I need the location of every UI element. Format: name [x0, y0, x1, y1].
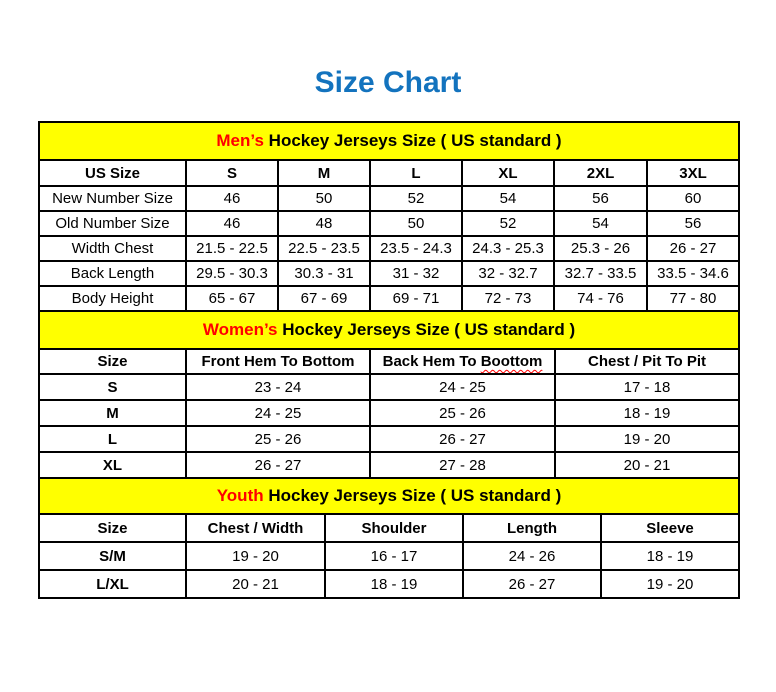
size-tables-container [38, 121, 738, 599]
column-header-us-size: US Size [39, 160, 186, 186]
size-value-cell: 23 - 24 [186, 374, 370, 400]
row-label-new-number-size: New Number Size [39, 186, 186, 211]
size-value-cell: 33.5 - 34.6 [647, 261, 739, 286]
size-value-cell: 69 - 71 [370, 286, 462, 311]
size-value-cell: 24 - 25 [370, 374, 555, 400]
misspelled-word: Boottom [480, 353, 543, 370]
row-label-back-length: Back Length [39, 261, 186, 286]
size-value-cell: 48 [278, 211, 370, 236]
column-header-s: S [186, 160, 278, 186]
column-header-shoulder: Shoulder [325, 514, 463, 542]
womens-banner-row [39, 311, 739, 349]
size-value-cell: 18 - 19 [325, 570, 463, 598]
youth-banner-text: Hockey Jerseys Size ( US standard ) [268, 486, 562, 505]
size-value-cell: 74 - 76 [554, 286, 647, 311]
column-header-chest-pit: Chest / Pit To Pit [555, 349, 739, 374]
youth-size-table [38, 477, 740, 599]
size-value-cell: 25.3 - 26 [554, 236, 647, 261]
size-value-cell: 52 [370, 186, 462, 211]
mens-banner-text: Hockey Jerseys Size ( US standard ) [268, 131, 562, 150]
size-value-cell: 65 - 67 [186, 286, 278, 311]
table-row [39, 261, 739, 286]
table-row [39, 542, 739, 570]
youth-banner-highlight: Youth [216, 486, 264, 505]
size-value-cell: 20 - 21 [555, 452, 739, 478]
size-value-cell: 67 - 69 [278, 286, 370, 311]
size-value-cell: 54 [554, 211, 647, 236]
womens-section-banner [39, 311, 739, 349]
column-header-size: Size [39, 349, 186, 374]
size-value-cell: 20 - 21 [186, 570, 325, 598]
size-value-cell: 23.5 - 24.3 [370, 236, 462, 261]
size-value-cell: 50 [370, 211, 462, 236]
mens-size-table [38, 121, 740, 312]
table-row [39, 211, 739, 236]
size-value-cell: 56 [647, 211, 739, 236]
row-label-l: L [39, 426, 186, 452]
table-row [39, 570, 739, 598]
column-header-2xl: 2XL [554, 160, 647, 186]
column-header-front-hem: Front Hem To Bottom [186, 349, 370, 374]
size-value-cell: 29.5 - 30.3 [186, 261, 278, 286]
size-value-cell: 56 [554, 186, 647, 211]
column-header-m: M [278, 160, 370, 186]
size-value-cell: 30.3 - 31 [278, 261, 370, 286]
page-title: Size Chart [314, 66, 462, 99]
mens-section-banner [39, 122, 739, 160]
mens-banner-row [39, 122, 739, 160]
row-label-lxl: L/XL [39, 570, 186, 598]
row-label-m: M [39, 400, 186, 426]
womens-size-table [38, 310, 740, 479]
size-value-cell: 16 - 17 [325, 542, 463, 570]
row-label-xl: XL [39, 452, 186, 478]
row-label-width-chest: Width Chest [39, 236, 186, 261]
row-label-sm: S/M [39, 542, 186, 570]
size-value-cell: 24 - 26 [463, 542, 601, 570]
size-value-cell: 24 - 25 [186, 400, 370, 426]
size-value-cell: 27 - 28 [370, 452, 555, 478]
size-value-cell: 77 - 80 [647, 286, 739, 311]
size-value-cell: 26 - 27 [186, 452, 370, 478]
column-header-chest-width: Chest / Width [186, 514, 325, 542]
size-value-cell: 31 - 32 [370, 261, 462, 286]
table-row [39, 374, 739, 400]
size-value-cell: 19 - 20 [601, 570, 739, 598]
size-value-cell: 25 - 26 [186, 426, 370, 452]
column-header-length: Length [463, 514, 601, 542]
table-row [39, 186, 739, 211]
table-row [39, 400, 739, 426]
size-value-cell: 18 - 19 [555, 400, 739, 426]
size-value-cell: 50 [278, 186, 370, 211]
womens-banner-highlight: Women’s [202, 320, 278, 339]
womens-banner-text: Hockey Jerseys Size ( US standard ) [282, 320, 576, 339]
table-row [39, 236, 739, 261]
size-value-cell: 26 - 27 [647, 236, 739, 261]
youth-banner-row [39, 478, 739, 514]
row-label-body-height: Body Height [39, 286, 186, 311]
size-value-cell: 17 - 18 [555, 374, 739, 400]
column-header-l: L [370, 160, 462, 186]
row-label-s: S [39, 374, 186, 400]
youth-header-row [39, 514, 739, 542]
size-value-cell: 19 - 20 [555, 426, 739, 452]
size-value-cell: 19 - 20 [186, 542, 325, 570]
size-value-cell: 18 - 19 [601, 542, 739, 570]
size-value-cell: 60 [647, 186, 739, 211]
column-header-xl: XL [462, 160, 554, 186]
mens-header-row [39, 160, 739, 186]
size-value-cell: 46 [186, 186, 278, 211]
row-label-old-number-size: Old Number Size [39, 211, 186, 236]
size-value-cell: 25 - 26 [370, 400, 555, 426]
size-value-cell: 46 [186, 211, 278, 236]
size-value-cell: 72 - 73 [462, 286, 554, 311]
column-header-3xl: 3XL [647, 160, 739, 186]
column-header-back-hem: Back Hem To Boottom [370, 349, 555, 374]
size-value-cell: 52 [462, 211, 554, 236]
size-value-cell: 22.5 - 23.5 [278, 236, 370, 261]
womens-header-row [39, 349, 739, 374]
size-value-cell: 32 - 32.7 [462, 261, 554, 286]
column-header-size: Size [39, 514, 186, 542]
size-value-cell: 26 - 27 [463, 570, 601, 598]
mens-banner-highlight: Men’s [216, 131, 264, 150]
column-header-sleeve: Sleeve [601, 514, 739, 542]
youth-section-banner [39, 478, 739, 514]
size-value-cell: 21.5 - 22.5 [186, 236, 278, 261]
table-row [39, 452, 739, 478]
size-value-cell: 24.3 - 25.3 [462, 236, 554, 261]
size-value-cell: 26 - 27 [370, 426, 555, 452]
size-value-cell: 32.7 - 33.5 [554, 261, 647, 286]
table-row [39, 286, 739, 311]
table-row [39, 426, 739, 452]
size-value-cell: 54 [462, 186, 554, 211]
